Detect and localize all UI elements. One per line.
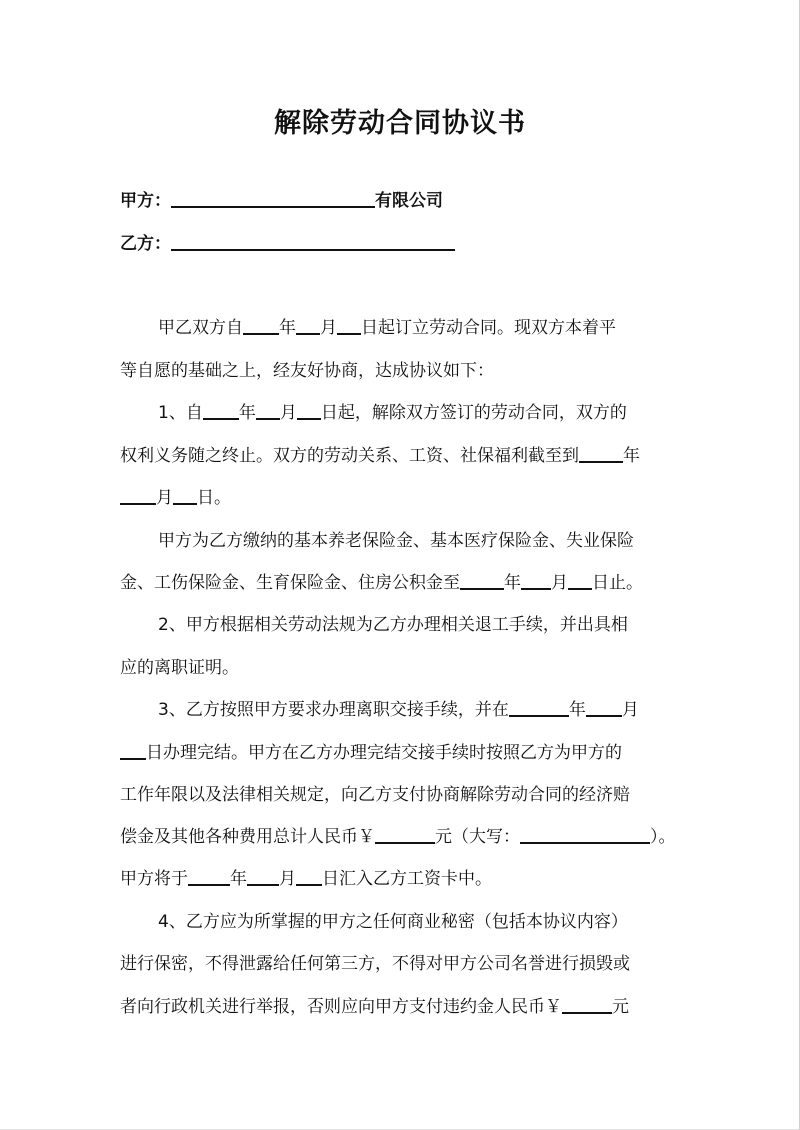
party-b-line <box>120 232 455 256</box>
text: 偿金及其他各种费用总计人民币￥ <box>120 827 375 847</box>
text: 日汇入乙方工资卡中。 <box>322 869 492 889</box>
party-a-line <box>120 189 443 213</box>
amount-blank <box>375 825 435 844</box>
year-label: 年 <box>238 403 256 423</box>
month-label: 月 <box>279 869 296 889</box>
year-blank <box>243 316 279 335</box>
text: ）。 <box>650 827 676 847</box>
preamble-line-1 <box>158 316 616 340</box>
text: 3、乙方按照甲方要求办理离职交接手续，并在 <box>158 700 509 720</box>
text: 日办理完结。甲方在乙方办理完结交接手续时按照乙方为甲方的 <box>146 743 622 763</box>
text: 1、自 <box>158 403 203 423</box>
clause-2-line-2: 应的离职证明。 <box>120 658 239 678</box>
month-blank <box>521 571 551 590</box>
year-blank <box>188 867 230 886</box>
year-label: 年 <box>504 573 521 593</box>
month-label: 月 <box>621 700 639 720</box>
year-label: 年 <box>623 446 640 466</box>
clause-3-line-4 <box>120 825 676 849</box>
clause-4-line-1: 4、乙方应为所掌握的甲方之任何商业秘密（包括本协议内容） <box>158 912 628 932</box>
clause-1-line-2 <box>120 444 640 468</box>
month-label: 月 <box>551 573 568 593</box>
day-blank <box>297 401 321 420</box>
amount-in-words-blank <box>520 825 650 844</box>
clause-3-line-2 <box>120 741 622 765</box>
day-blank <box>568 571 592 590</box>
day-blank <box>296 867 322 886</box>
clause-4-line-2: 进行保密，不得泄露给任何第三方，不得对甲方公司名誉进行损毁或 <box>120 954 630 974</box>
day-blank <box>173 486 197 505</box>
text: 日起订立劳动合同。现双方本着平 <box>361 318 616 338</box>
document-title: 解除劳动合同协议书 <box>274 108 526 139</box>
party-a-name-blank <box>171 189 375 208</box>
month-blank <box>120 486 156 505</box>
text: 金、工伤保险金、生育保险金、住房公积金至 <box>120 573 460 593</box>
month-blank <box>247 867 279 886</box>
month-label: 月 <box>279 403 297 423</box>
party-a-suffix: 有限公司 <box>375 191 443 211</box>
clause-3-line-5 <box>120 867 492 891</box>
month-label: 月 <box>320 318 337 338</box>
day-blank <box>337 316 361 335</box>
text: 元（大写： <box>435 827 520 847</box>
text: 元 <box>612 997 629 1017</box>
party-b-name-blank <box>171 232 455 251</box>
party-a-label: 甲方： <box>120 191 171 211</box>
text: 日起，解除双方签订的劳动合同，双方的 <box>320 403 627 423</box>
insurance-line-1: 甲方为乙方缴纳的基本养老保险金、基本医疗保险金、失业保险 <box>158 531 634 551</box>
year-blank <box>509 698 569 717</box>
year-label: 年 <box>230 869 247 889</box>
clause-1-line-1 <box>158 401 627 425</box>
month-label: 月 <box>156 488 173 508</box>
text: 甲乙双方自 <box>158 318 243 338</box>
month-blank <box>586 698 622 717</box>
insurance-line-2 <box>120 571 643 595</box>
month-blank <box>256 401 280 420</box>
text: 者向行政机关进行举报，否则应向甲方支付违约金人民币￥ <box>120 997 562 1017</box>
clause-2-line-1: 2、甲方根据相关劳动法规为乙方办理相关退工手续，并出具相 <box>158 615 628 635</box>
text: 权利义务随之终止。双方的劳动关系、工资、社保福利截至到 <box>120 446 579 466</box>
year-blank <box>203 401 239 420</box>
clause-1-line-3 <box>120 486 231 510</box>
day-blank <box>120 741 146 760</box>
clause-3-line-3: 工作年限以及法律相关规定，向乙方支付协商解除劳动合同的经济赔 <box>120 785 630 805</box>
clause-3-line-1 <box>158 698 639 722</box>
text: 日止。 <box>592 573 643 593</box>
text: 甲方将于 <box>120 869 188 889</box>
year-label: 年 <box>568 700 586 720</box>
year-blank <box>460 571 504 590</box>
clause-4-line-3 <box>120 995 629 1019</box>
party-b-label: 乙方： <box>120 234 171 254</box>
year-blank <box>579 444 623 463</box>
preamble-line-2: 等自愿的基础之上，经友好协商，达成协议如下： <box>120 361 494 381</box>
year-label: 年 <box>279 318 296 338</box>
text: 日。 <box>197 488 231 508</box>
penalty-amount-blank <box>562 995 612 1014</box>
month-blank <box>296 316 320 335</box>
